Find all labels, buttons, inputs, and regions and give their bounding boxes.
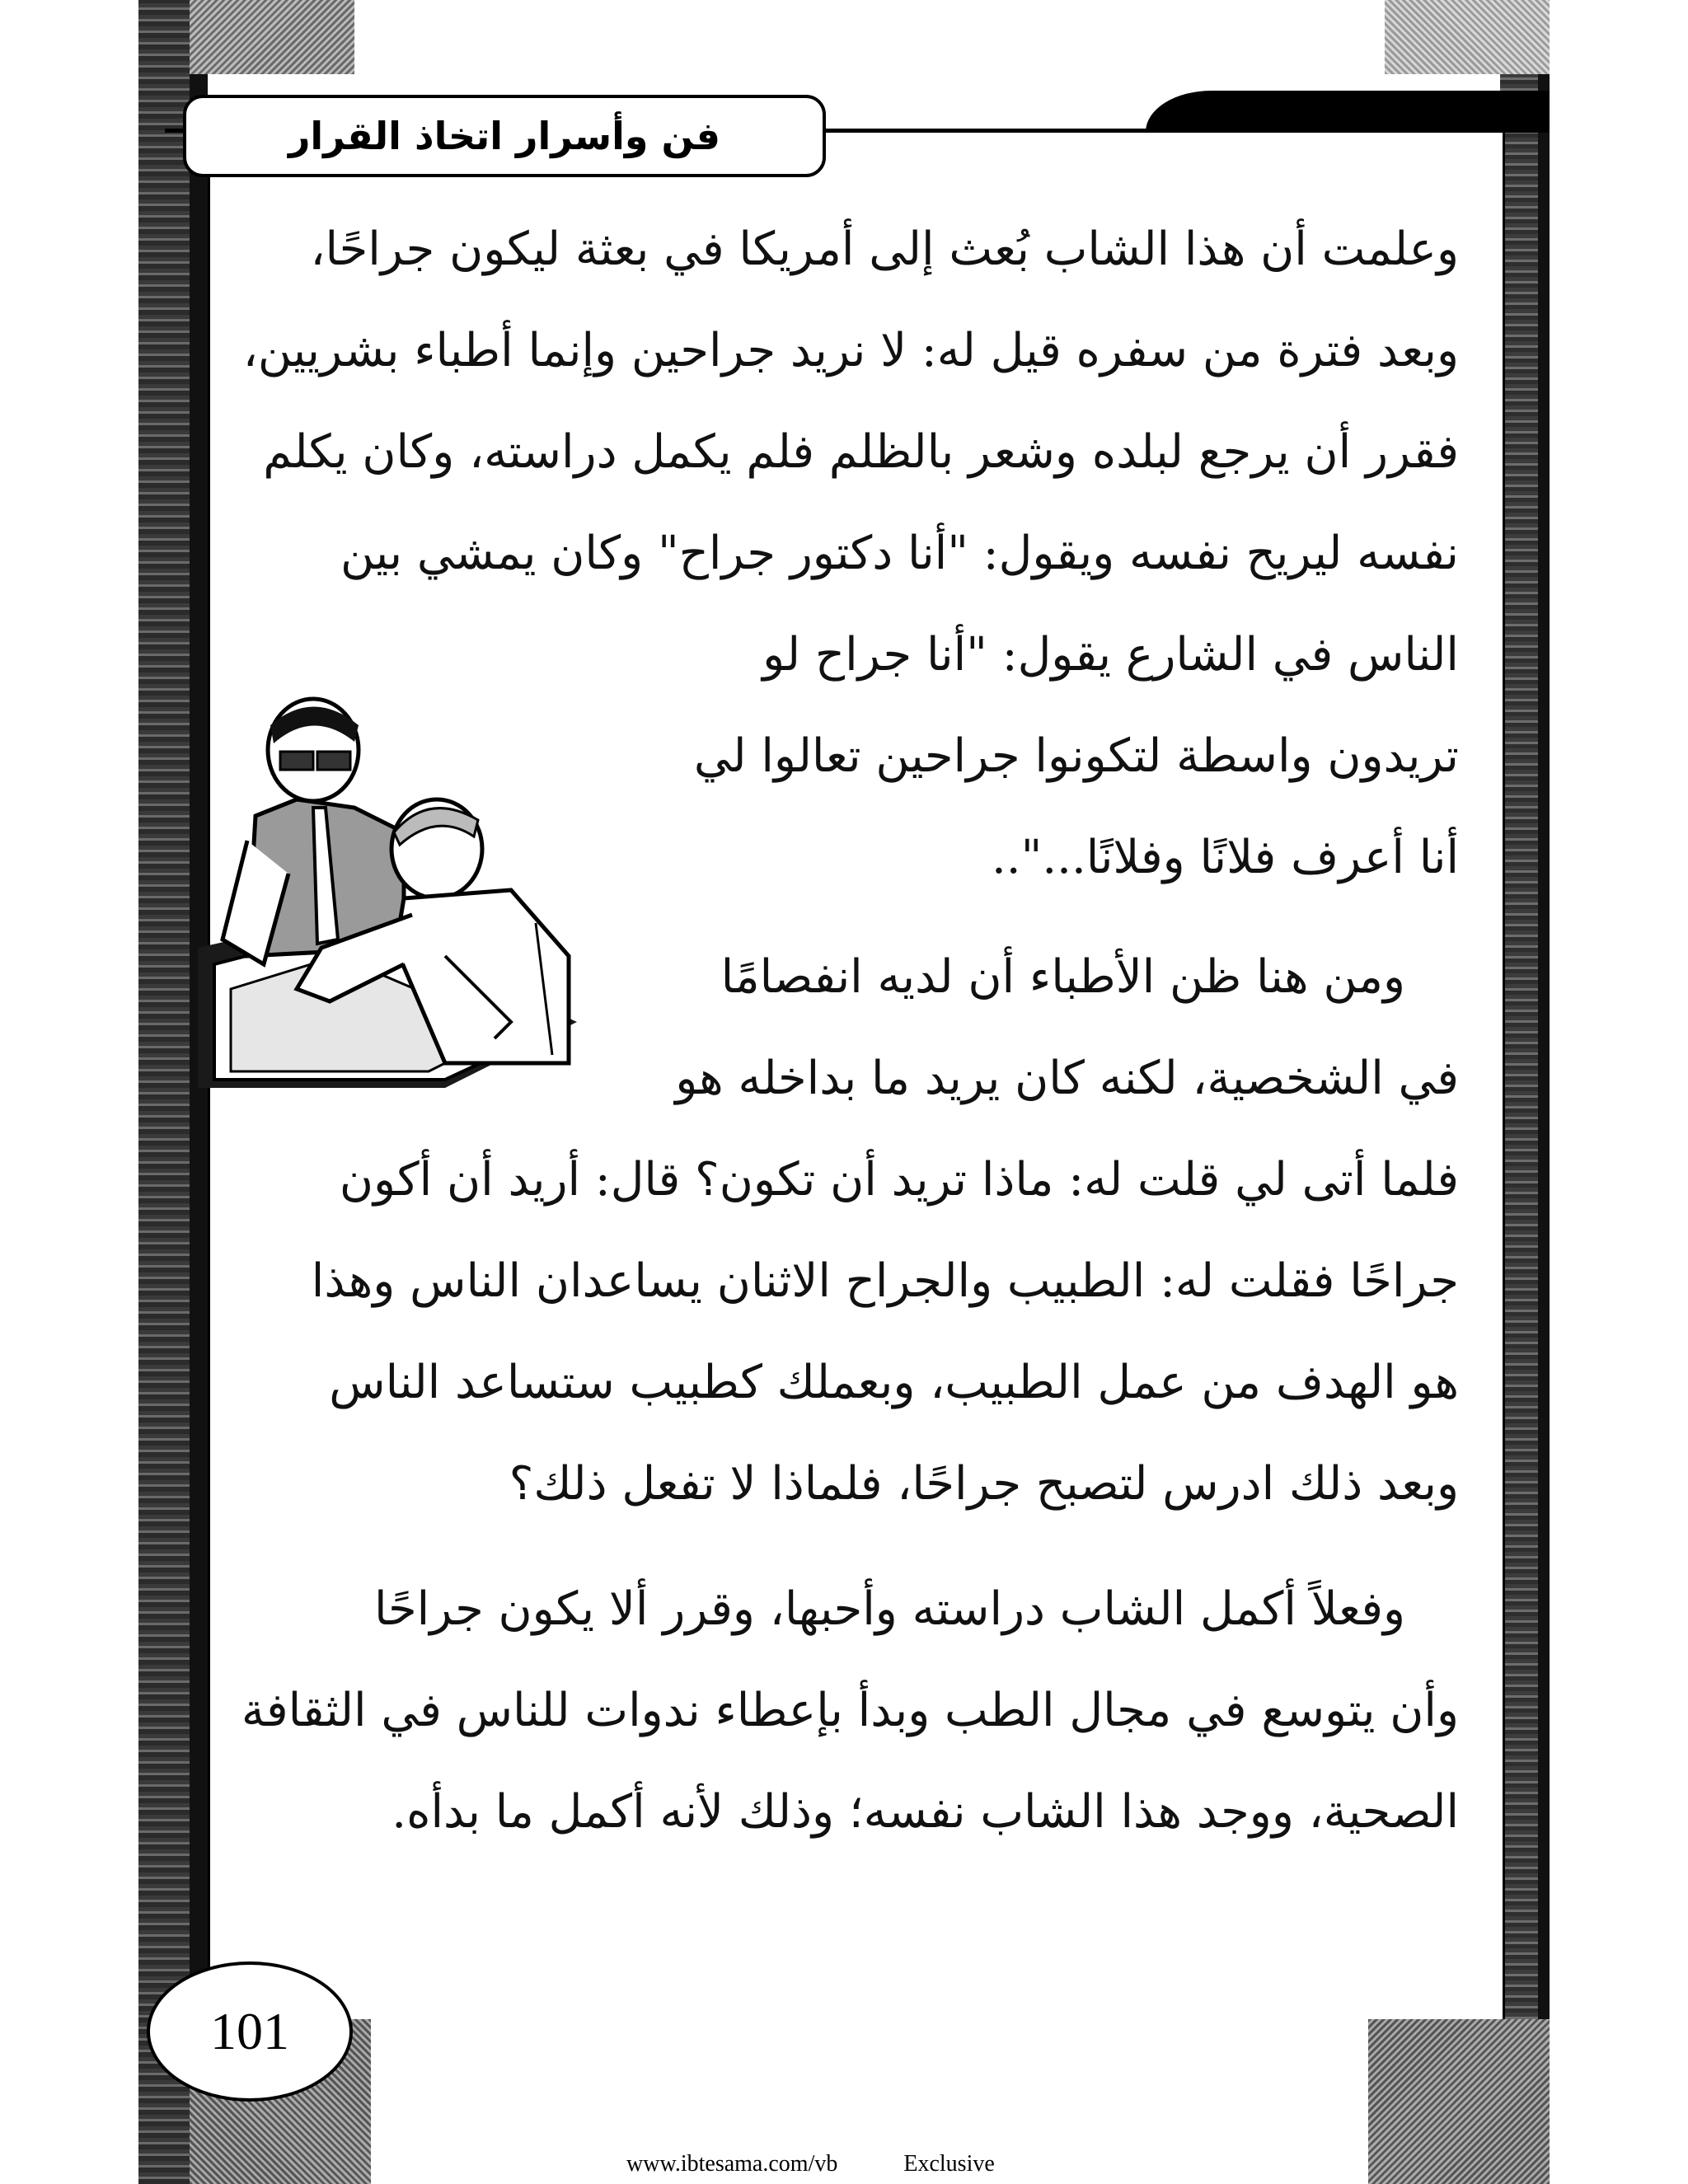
body-line-7: أنا أعرف فلانًا وفلانًا...".. [992,831,1459,884]
body-line-1: وعلمت أن هذا الشاب بُعث إلى أمريكا في بعثة ليكون جراحًا، [310,223,1459,276]
text-line [610,729,1459,812]
text-line [227,1785,1459,1868]
text-line [610,628,1459,710]
chapter-title: فن وأسرار اتخاذ القرار [288,114,721,158]
page-number-badge [147,1961,353,2102]
text-line [227,1153,1459,1235]
body-line-4: نفسه ليريح نفسه ويقول: "أنا دكتور جراح" وكان يمشي بين [340,527,1459,580]
chapter-header [183,95,826,177]
top-right-texture [1385,0,1550,74]
body-line-11: جراحًا فقلت له: الطبيب والجراح الاثنان يساعدان الناس وهذا [311,1254,1459,1308]
body-line-12: هو الهدف من عمل الطبيب، وبعملك كطبيب ستساعد الناس [329,1356,1459,1409]
text-line [227,1582,1459,1665]
body-line-15: وأن يتوسع في مجال الطب وبدأ بإعطاء ندوات للناس في الثقافة [241,1684,1459,1737]
text-line [227,1457,1459,1540]
right-border-line [1538,0,1550,2184]
right-border-strip [1500,0,1538,2184]
left-border-strip [138,0,190,2184]
body-line-14: وفعلاً أكمل الشاب دراسته وأحبها، وقرر ألا يكون جراحًا [373,1582,1405,1636]
text-line [610,950,1459,1033]
left-border-line [190,0,208,2184]
header-dark-tab [1146,91,1550,132]
text-line [227,527,1459,609]
footer [626,2151,995,2177]
bottom-right-texture [1368,2019,1550,2184]
footer-tag: Exclusive [903,2151,995,2177]
body-line-3: فقرر أن يرجع لبلده وشعر بالظلم فلم يكمل دراسته، وكان يكلم [263,425,1459,479]
text-line [610,831,1459,913]
body-line-9: في الشخصية، لكنه كان يريد ما بداخله هو [675,1052,1459,1105]
doctor-and-student-drawing-icon [198,676,585,1088]
body-line-5: الناس في الشارع يقول: "أنا جراح لو [762,628,1459,682]
body-line-16: الصحية، ووجد هذا الشاب نفسه؛ وذلك لأنه أكمل ما بدأه. [392,1785,1459,1839]
text-line [227,425,1459,508]
body-line-2: وبعد فترة من سفره قيل له: لا نريد جراحين وإنما أطباء بشريين، [242,324,1459,377]
body-line-13: وبعد ذلك ادرس لتصبح جراحًا، فلماذا لا تفعل ذلك؟ [509,1457,1459,1511]
text-line [227,324,1459,406]
text-line [610,1052,1459,1134]
text-line [227,1684,1459,1766]
footer-url[interactable]: www.ibtesama.com/vb [626,2151,838,2177]
text-line [227,1254,1459,1337]
body-line-6: تريدون واسطة لتكونوا جراحين تعالوا لي [693,729,1459,783]
page-number: 101 [210,2002,289,2060]
body-line-10: فلما أتى لي قلت له: ماذا تريد أن تكون؟ قال: أريد أن أكون [339,1153,1459,1207]
body-line-8: ومن هنا ظن الأطباء أن لديه انفصامًا [720,950,1405,1004]
text-line [227,1356,1459,1438]
text-line [227,223,1459,305]
top-left-texture [190,0,354,74]
